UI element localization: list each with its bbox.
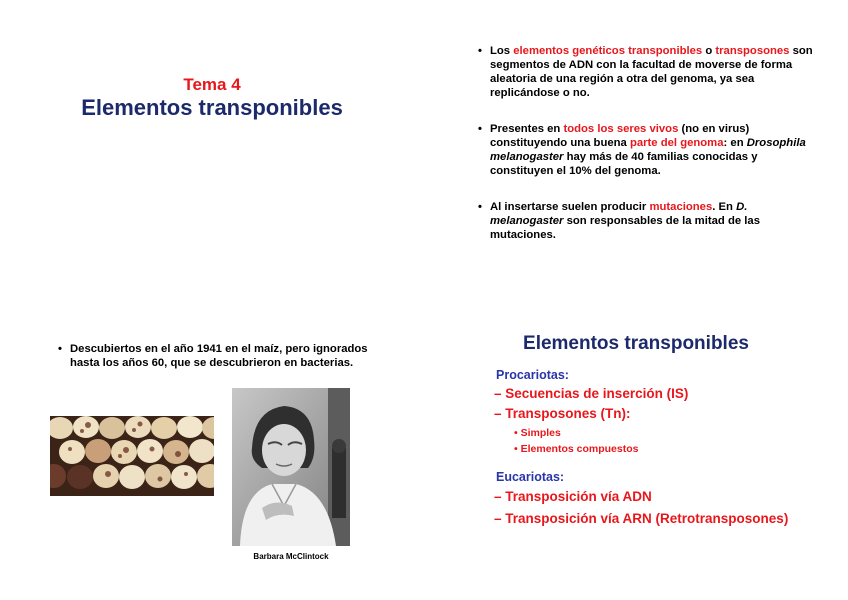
bullet-discovery: • Descubiertos en el año 1941 en el maíz, pero ignorados hasta los años 60, que se descubrieron en bacterias. bbox=[58, 342, 378, 370]
procariotas-heading: Procariotas: bbox=[496, 368, 569, 382]
bullet-definition: • Los elementos genéticos transponibles o transposones son segmentos de ADN con la facultad de moverse de forma aleatoria de una región a otra del genoma, ya sea replicándose o no. bbox=[478, 44, 818, 100]
bullet-presence: • Presentes en todos los seres vivos (no en virus) constituyendo una buena parte del genoma: en Drosophila melanogaster hay más de 40 familias conocidas y constituyen el 10% del genoma. bbox=[478, 122, 818, 178]
portrait-graphic bbox=[232, 388, 350, 546]
topic-number: Tema 4 bbox=[183, 75, 241, 94]
corn-image bbox=[50, 416, 214, 496]
list-item-transposons: – Transposones (Tn): bbox=[494, 406, 631, 421]
slide-definition bbox=[424, 0, 848, 300]
mcclintock-portrait bbox=[232, 388, 350, 546]
list-item-rna-transposition: – Transposición vía ARN (Retrotransposones) bbox=[494, 511, 789, 526]
slide-discovery bbox=[0, 300, 424, 600]
section-title: Elementos transponibles bbox=[523, 333, 749, 354]
list-item-dna-transposition: – Transposición vía ADN bbox=[494, 489, 652, 504]
photo-caption: Barbara McClintock bbox=[253, 552, 329, 561]
page-title: Elementos transponibles bbox=[81, 95, 343, 120]
slide-classification bbox=[424, 300, 848, 600]
slide-title bbox=[0, 0, 424, 300]
bullet-mutations: • Al insertarse suelen producir mutaciones. En D. melanogaster son responsables de la mitad de las mutaciones. bbox=[478, 200, 818, 242]
eucariotas-heading: Eucariotas: bbox=[496, 470, 565, 484]
list-item-insertion-sequences: – Secuencias de inserción (IS) bbox=[494, 386, 689, 401]
definition-bullet-list bbox=[478, 44, 818, 264]
list-subitem-compuestos: • Elementos compuestos bbox=[514, 443, 639, 455]
corn-kernels-graphic bbox=[50, 416, 214, 496]
discovery-bullet-list bbox=[58, 342, 378, 370]
list-subitem-simples: • Simples bbox=[514, 427, 561, 439]
